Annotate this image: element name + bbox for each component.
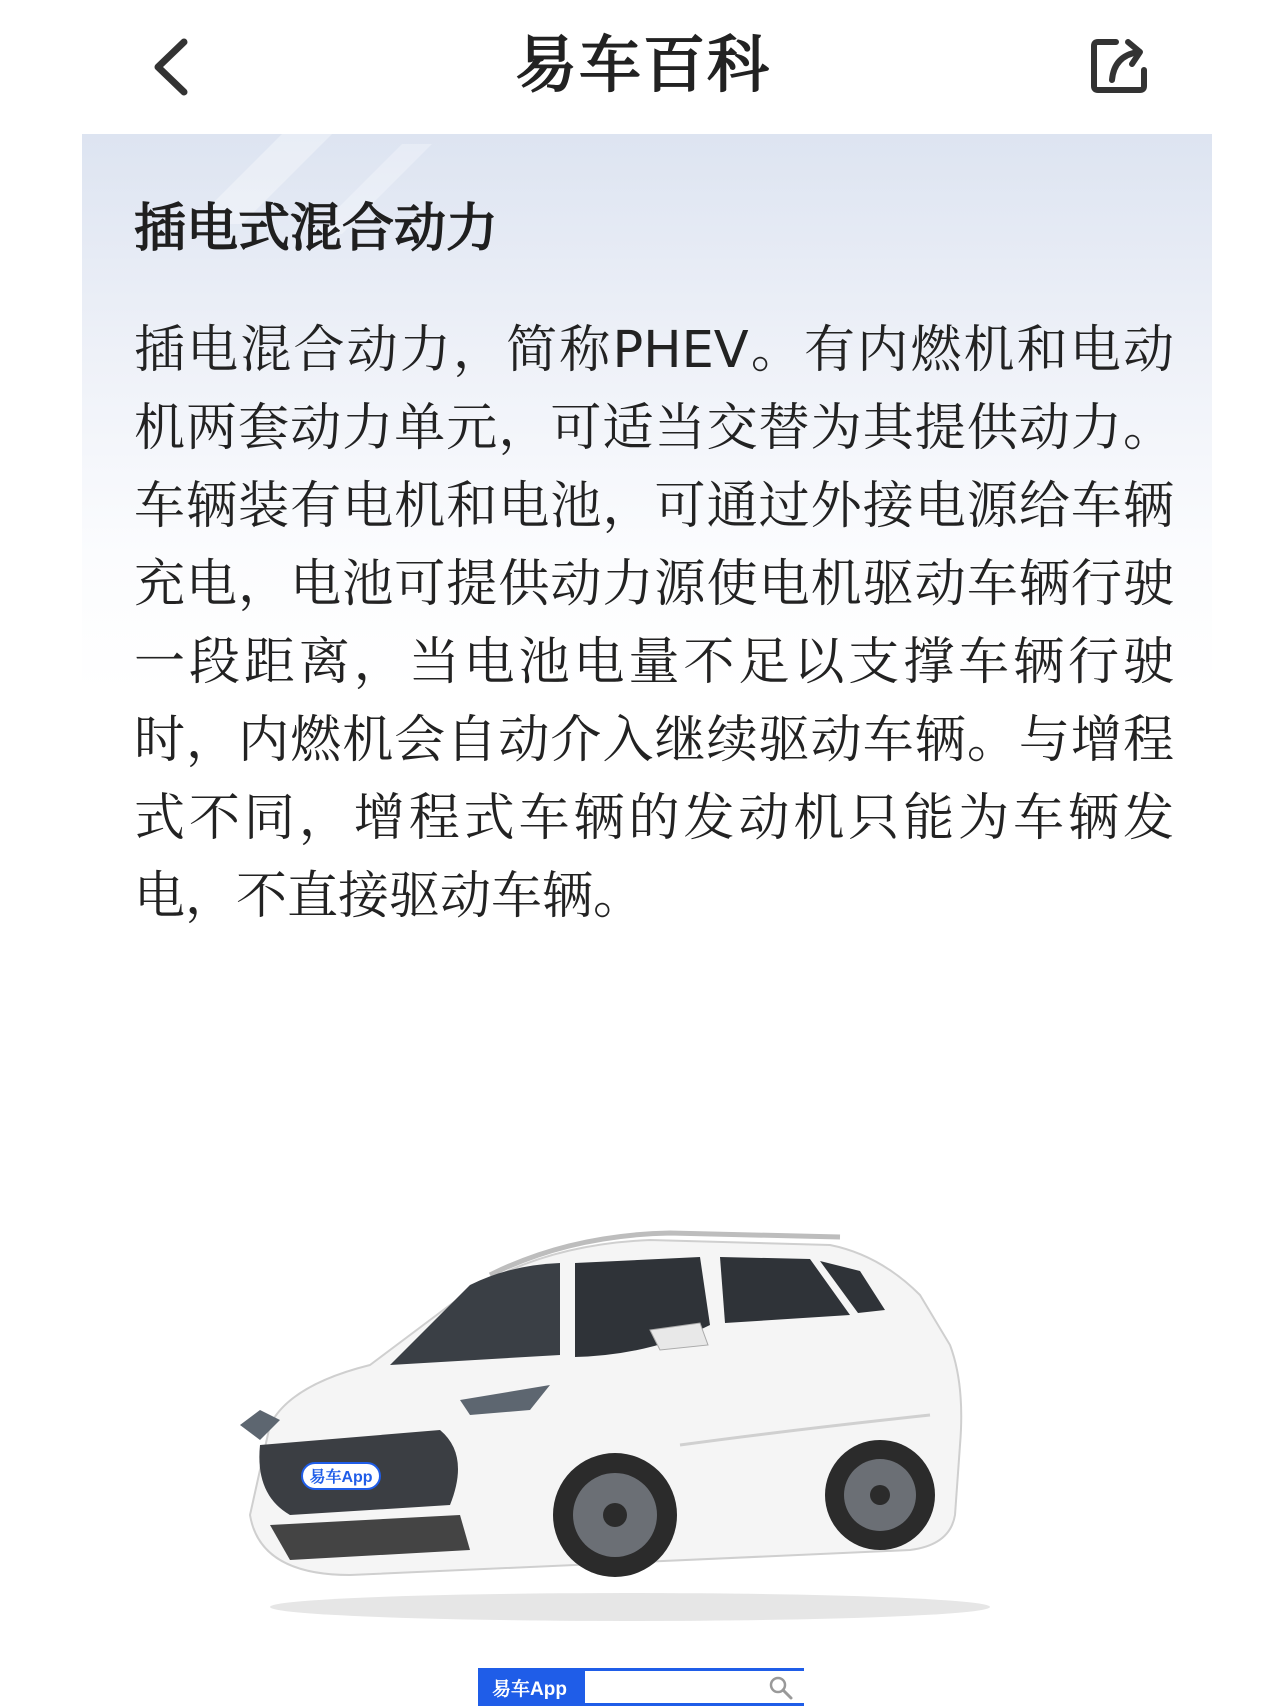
search-icon	[768, 1675, 794, 1701]
search-box[interactable]	[585, 1671, 804, 1703]
top-nav-bar	[0, 0, 1280, 134]
car-image	[230, 1215, 1010, 1625]
share-icon	[1090, 36, 1150, 96]
app-label: 易车App	[492, 1678, 567, 1700]
brand-title: 易车百科	[515, 28, 772, 101]
white-suv-illustration	[230, 1215, 1010, 1625]
entry-title: 插电式混合动力	[134, 199, 499, 259]
entry-description: 插电混合动力，简称PHEV。有内燃机和电动机两套动力单元，可适当交替为其提供动力。车辆装有电机和电池，可通过外接电源给车辆充电，电池可提供动力源使电机驱动车辆行驶一段距离，当电池电量不足以支撑车辆行驶时，内燃机会自动介入继续驱动车辆。与增程式不同，增程式车辆的发动机只能为车辆发电，不直接驱动车辆。	[134, 321, 1174, 926]
encyclopedia-card	[82, 134, 1212, 1234]
plate-logo-text: 易车App	[309, 1469, 373, 1486]
back-button[interactable]	[148, 38, 196, 96]
chevron-left-icon	[148, 38, 196, 96]
app-watermark-bar	[478, 1668, 804, 1706]
brand-logo	[515, 30, 771, 100]
share-button[interactable]	[1090, 36, 1150, 96]
